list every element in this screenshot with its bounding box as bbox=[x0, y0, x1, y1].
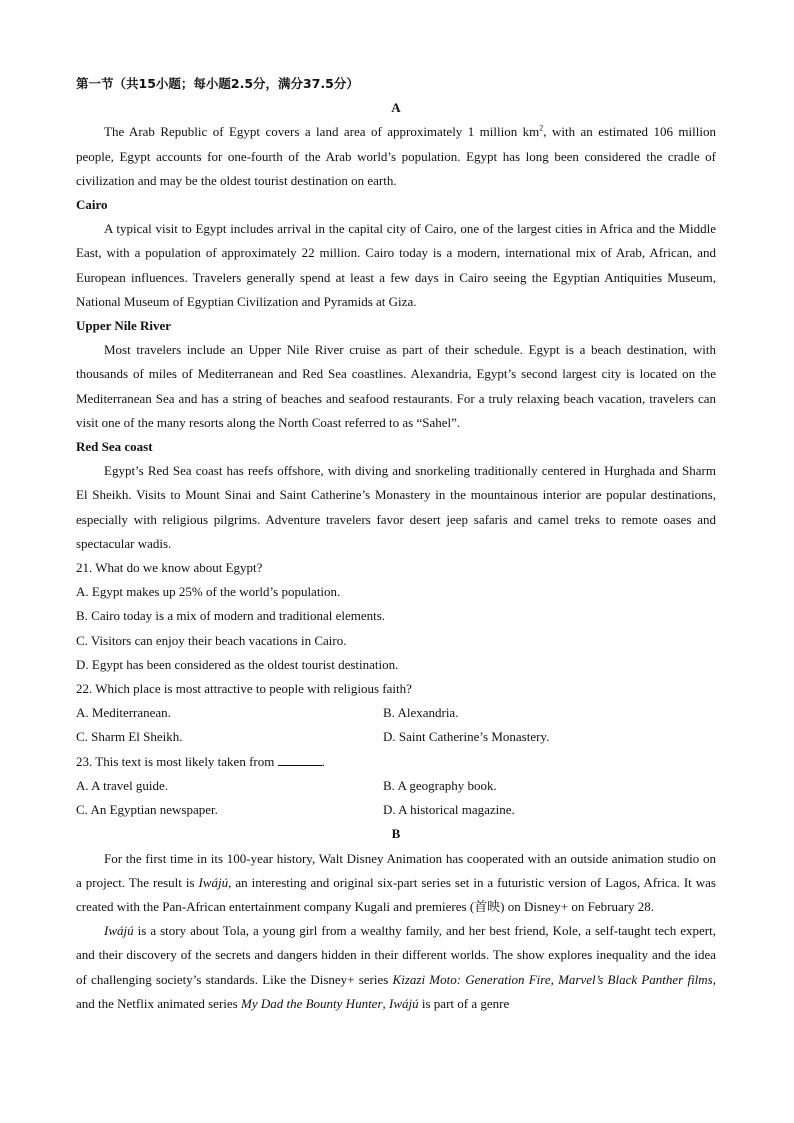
question-23-stem-text: 23. This text is most likely taken from bbox=[76, 753, 275, 769]
question-23-row-1 bbox=[76, 774, 716, 798]
question-22-option-c: C. Sharm El Sheikh. bbox=[76, 729, 183, 745]
question-22-stem: 22. Which place is most attractive to people with religious faith? bbox=[76, 681, 412, 697]
passage-a-letter: A bbox=[391, 100, 401, 116]
p2-text-3: , bbox=[382, 995, 390, 1011]
p2-series-2: Marvel’s Black Panther films bbox=[558, 971, 713, 987]
p2-title-2: Iwájú bbox=[389, 995, 419, 1011]
p2-series-1: Kizazi Moto: Generation Fire, bbox=[392, 971, 554, 987]
paragraph-cairo: A typical visit to Egypt includes arrival in the capital city of Cairo, one of the largest cities in Africa and the Middle East, with a population of approximately 22 million. Cairo today is a modern, international mix of Arab, African, and European influences. Travelers generally spend at least a few days in Cairo seeing the Egyptian Antiquities Museum, National Museum of Egyptian Civilization and Pyramids at Giza. bbox=[76, 221, 716, 309]
question-22-option-a: A. Mediterranean. bbox=[76, 705, 171, 721]
question-21-option-b: B. Cairo today is a mix of modern and traditional elements. bbox=[76, 608, 386, 624]
question-21-option-a: A. Egypt makes up 25% of the world’s population. bbox=[76, 584, 341, 600]
question-23-option-b: B. A geography book. bbox=[383, 777, 497, 793]
question-23-option-c: C. An Egyptian newspaper. bbox=[76, 802, 218, 818]
heading-cairo: Cairo bbox=[76, 197, 108, 213]
p2-series-3: My Dad the Bounty Hunter bbox=[240, 995, 383, 1011]
heading-red-sea: Red Sea coast bbox=[76, 439, 153, 455]
p1-text-2: , an interesting and original six-part series set in a futuristic version of Lagos, Africa. It was created with the Pan-African entertainment company Kugali and premieres (首映) on Disney+ on February 28. bbox=[76, 874, 716, 914]
p2-title: Iwájú bbox=[104, 923, 134, 939]
heading-upper-nile: Upper Nile River bbox=[76, 318, 172, 334]
paragraph-upper-nile: Most travelers include an Upper Nile River cruise as part of their schedule. Egypt is a beach destination, with thousands of miles of Mediterranean and Red Sea coastlines. Alexandria, Egypt’s second largest city is located on the Mediterranean Sea and has a string of beaches and seafood restaurants. For a truly relaxing beach vacation, travelers can visit one of the many resorts along the North Coast referred to as “Sahel”. bbox=[76, 342, 716, 430]
passage-a-intro bbox=[76, 120, 716, 193]
question-22-option-d: D. Saint Catherine’s Monastery. bbox=[383, 729, 550, 745]
passage-b-paragraph-1 bbox=[76, 847, 716, 920]
answer-blank bbox=[278, 753, 322, 766]
p1-title: Iwájú bbox=[198, 874, 229, 890]
question-21-option-c: C. Visitors can enjoy their beach vacations in Cairo. bbox=[76, 632, 347, 648]
question-23-row-2 bbox=[76, 798, 716, 822]
document-page bbox=[76, 72, 716, 1016]
question-22-row-1 bbox=[76, 701, 716, 725]
question-23-stem-end: . bbox=[321, 753, 325, 769]
passage-b-paragraph-2 bbox=[76, 919, 716, 1016]
question-23-stem bbox=[76, 750, 716, 774]
intro-superscript: 2 bbox=[539, 124, 544, 134]
passage-b-letter: B bbox=[391, 826, 401, 842]
question-21-stem: 21. What do we know about Egypt? bbox=[76, 560, 263, 576]
p2-text-2: , and the Netflix animated series bbox=[76, 971, 716, 1011]
question-23-option-a: A. A travel guide. bbox=[76, 777, 169, 793]
p2-text-4: is part of a genre bbox=[418, 995, 510, 1011]
p1-text-1: For the first time in its 100-year history, Walt Disney Animation has cooperated with an outside animation studio on a project. The result is bbox=[76, 850, 716, 890]
intro-text-1: The Arab Republic of Egypt covers a land area of approximately 1 million km bbox=[104, 124, 540, 140]
paragraph-red-sea: Egypt’s Red Sea coast has reefs offshore, with diving and snorkeling traditionally centered in Hurghada and Sharm El Sheikh. Visits to Mount Sinai and Saint Catherine’s Monastery in the mountainous interior are popular destinations, especially with religious pilgrims. Adventure travelers favor desert jeep safaris and camel treks to remote oases and spectacular wadis. bbox=[76, 463, 716, 551]
question-22-row-2 bbox=[76, 725, 716, 749]
question-23-option-d: D. A historical magazine. bbox=[383, 802, 515, 818]
section-title: 第一节（共15小题；每小题2.5分，满分37.5分） bbox=[76, 76, 359, 91]
question-22-option-b: B. Alexandria. bbox=[383, 705, 459, 721]
intro-text-2: , with an estimated 106 million people, Egypt accounts for one-fourth of the Arab world’s population. Egypt has long been considered the cradle of civilization and may be the oldest tourist destination on earth. bbox=[76, 124, 716, 188]
p2-text-1: is a story about Tola, a young girl from a wealthy family, and her best friend, Kole, a self-taught tech expert, and their discovery of the secrets and dangers hidden in their different worlds. The show explores inequality and the idea of challenging society’s standards. Like the Disney+ series bbox=[76, 923, 716, 987]
question-21-option-d: D. Egypt has been considered as the oldest tourist destination. bbox=[76, 656, 399, 672]
